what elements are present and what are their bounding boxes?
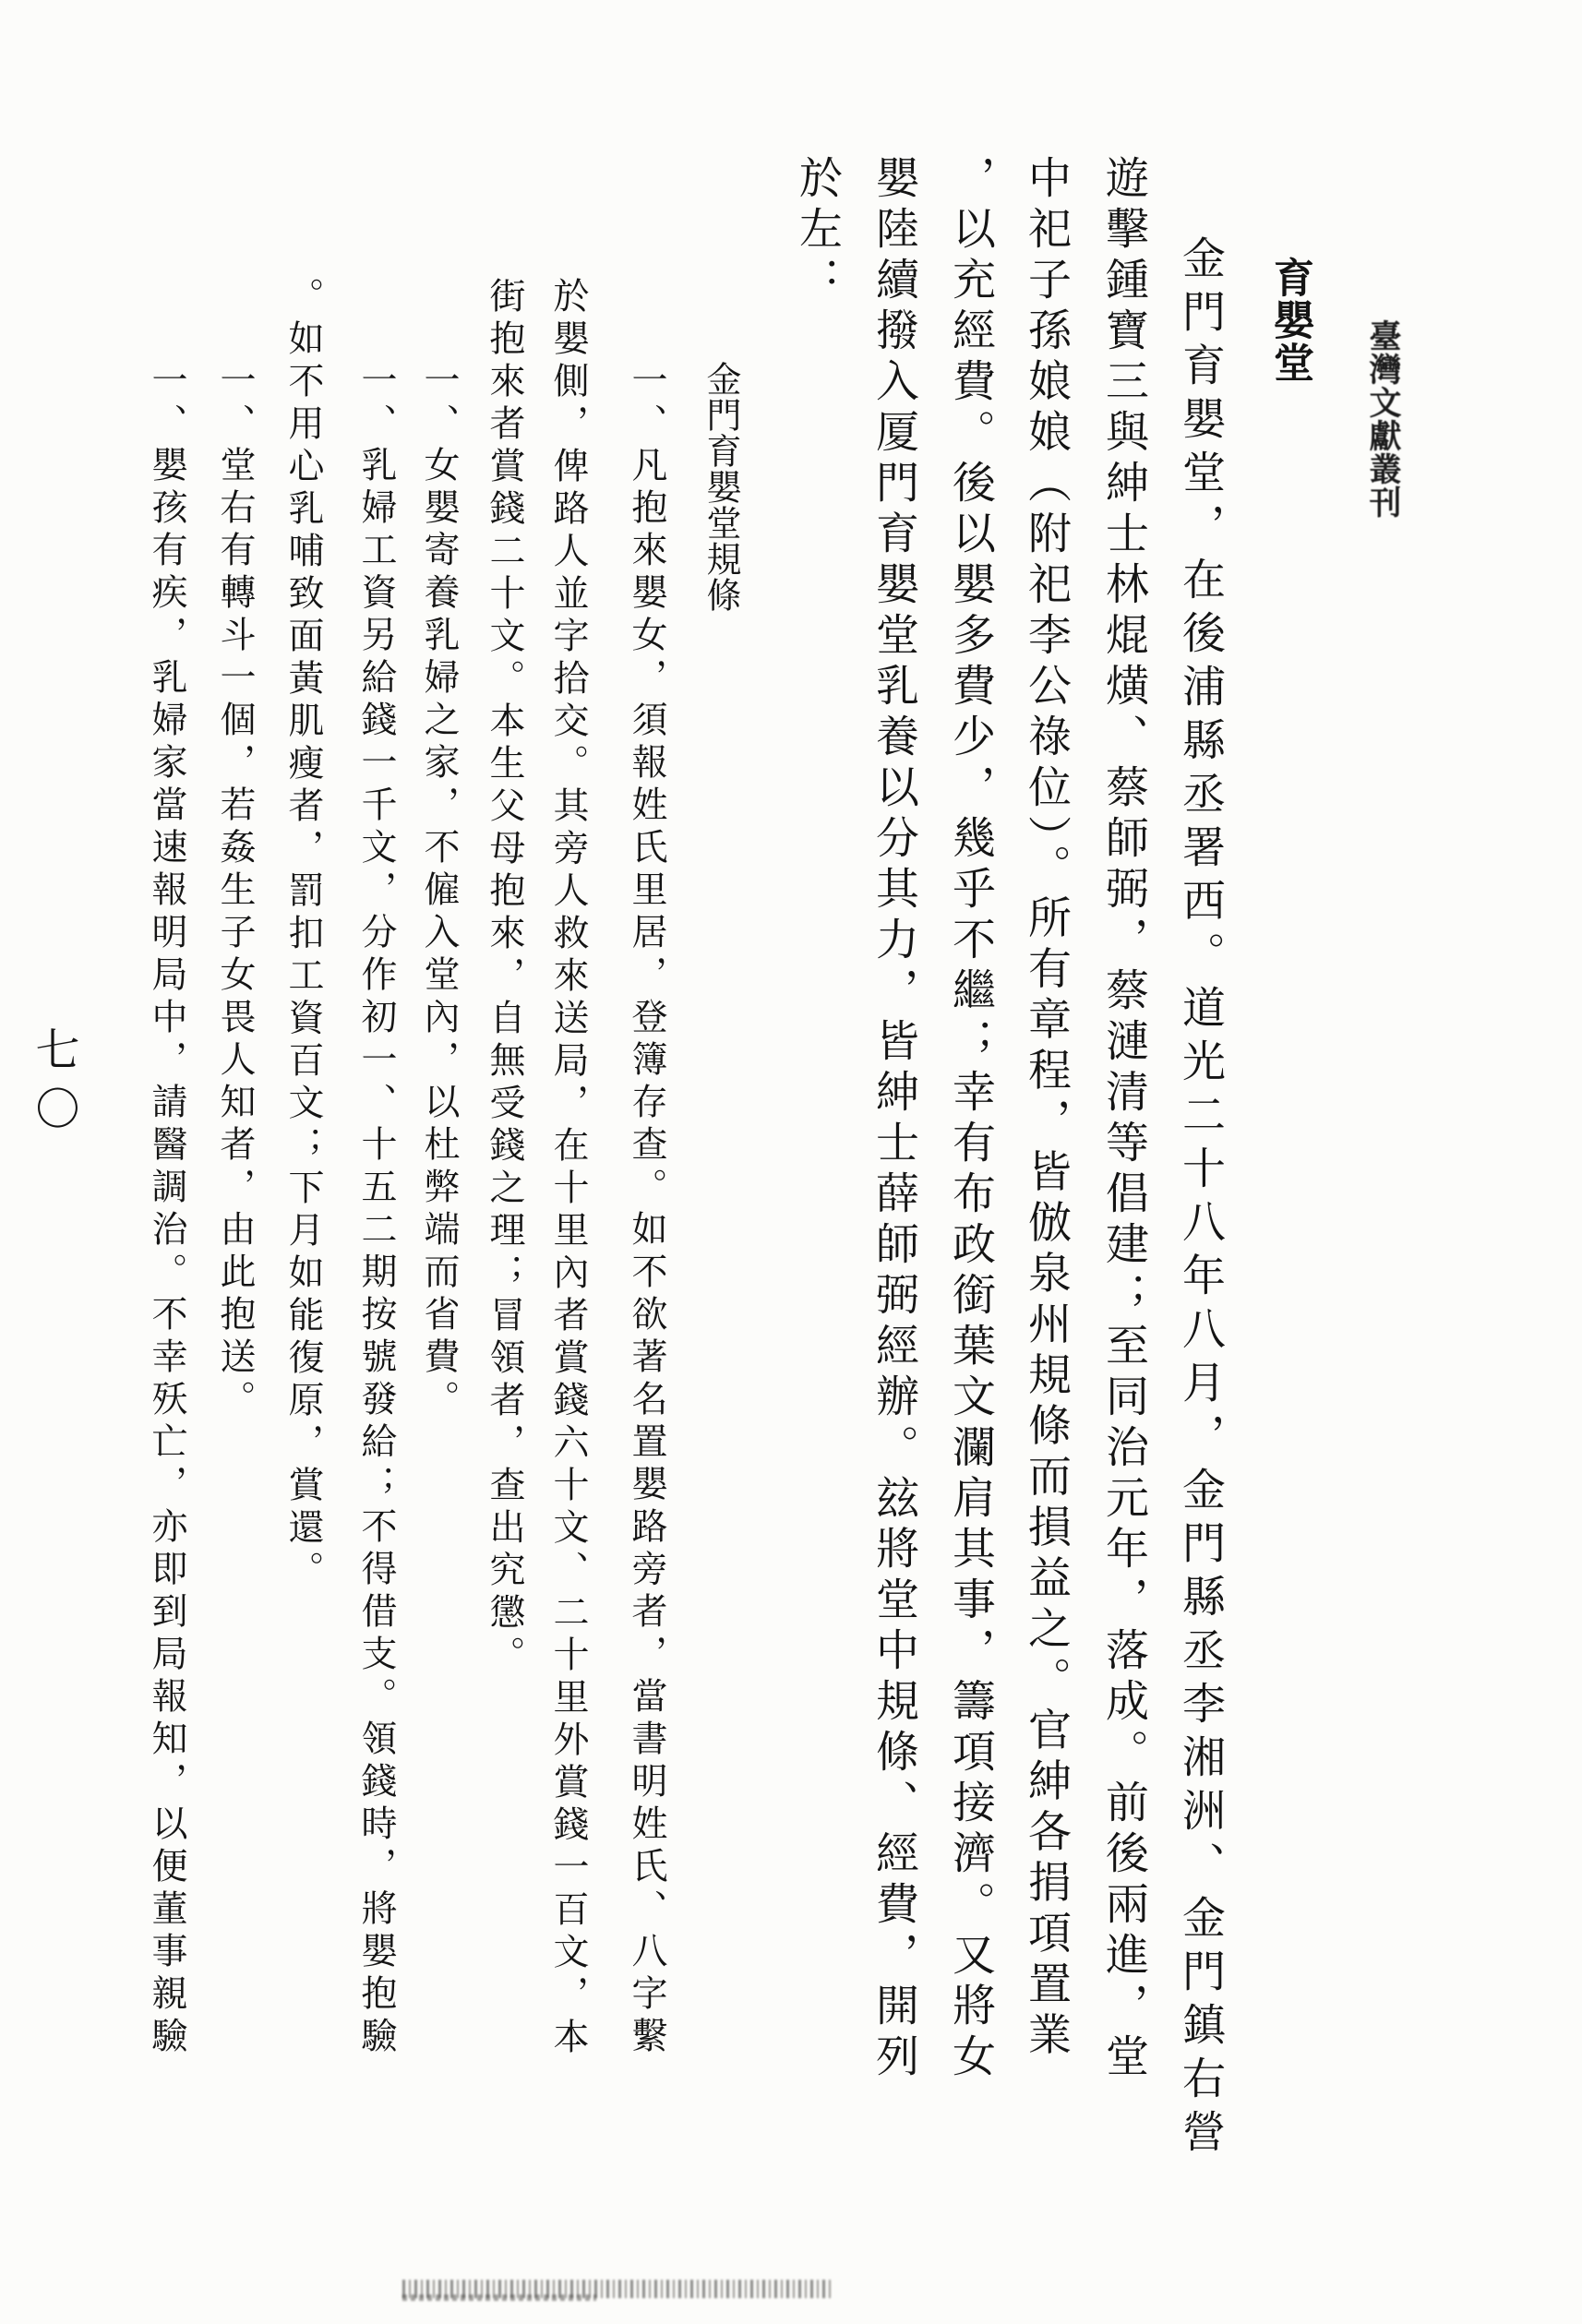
paragraph-column-2: 遊擊鍾寶三與紳士林焜熿、蔡師弼，蔡漣清等倡建；至同治元年，落成。前後兩進，堂: [1098, 155, 1149, 2084]
rule-column-6: 。如不用心乳哺致面黃肌瘦者，罰扣工資百文；下月如能復原，賞還。: [282, 277, 324, 1593]
paragraph-column-1: 金門育嬰堂，在後浦縣丞署西。道光二十八年八月，金門縣丞李湘洲、金門鎮右營: [1175, 235, 1226, 2162]
series-title: 臺灣文獻叢刊: [1364, 319, 1402, 519]
print-artifact-smudge-2: [402, 2294, 596, 2301]
rule-column-5: 一、乳婦工資另給錢一千文，分作初一、十五二期按號發給；不得借支。領錢時，將嬰抱驗: [355, 361, 397, 2059]
paragraph-column-6: 於左：: [792, 155, 843, 307]
paragraph-column-3: 中祀子孫娘娘（附祀李公祿位）。所有章程，皆倣泉州規條而損益之。官紳各捐項置業: [1021, 155, 1072, 2063]
paragraph-column-4: ，以充經費。後以嬰多費少，幾乎不繼；幸有布政銜葉文瀾肩其事，籌項接濟。又將女: [945, 155, 996, 2084]
rule-column-2: 於嬰側，俾路人並字拾交。其旁人救來送局，在十里內者賞錢六十文、二十里外賞錢一百文，本: [547, 277, 589, 2060]
rule-column-1: 一、凡抱來嬰女，須報姓氏里居，登簿存查。如不欲著名置嬰路旁者，當書明姓氏、八字繫: [626, 361, 667, 2059]
rule-column-7: 一、堂右有轉斗一個，若姦生子女畏人知者，由此抱送。: [214, 361, 256, 1422]
section-title: 育嬰堂: [1266, 257, 1313, 384]
rule-column-4: 一、女嬰寄養乳婦之家，不僱入堂內，以杜弊端而省費。: [418, 361, 460, 1422]
rule-column-8: 一、嬰孩有疾，乳婦家當速報明局中，請醫調治。不幸殀亡，亦即到局報知，以便董事親驗: [146, 361, 187, 2059]
paragraph-column-5: 嬰陸續撥入厦門育嬰堂乳養以分其力，皆紳士薛師弼經辦。玆將堂中規條、經費，開列: [869, 155, 919, 2084]
rule-column-3: 街抱來者賞錢二十文。本生父母抱來，自無受錢之理；冒領者，查出究懲。: [484, 277, 525, 1678]
rules-heading: 金門育嬰堂規條: [701, 361, 741, 613]
page-number: 七〇: [28, 1026, 79, 1144]
